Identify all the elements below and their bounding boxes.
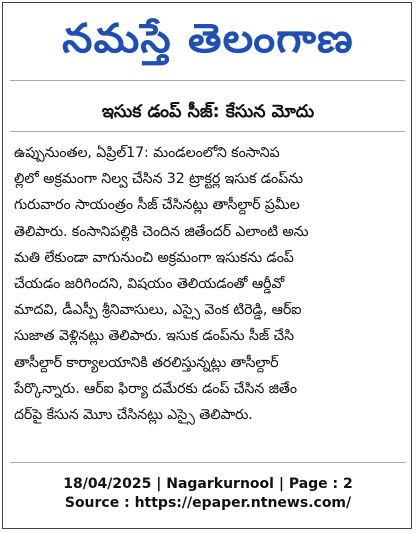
article-line: తాసీల్దార్ కార్యాలయానికి తరలిస్తున్నట్లు తాసీల్దార్ — [14, 354, 279, 371]
masthead-logo-text: నమస్తే తెలంగాణ — [62, 16, 354, 62]
article-body — [14, 140, 402, 428]
article-line: గురువారం సాయంత్రం సీజ్ చేసినట్లు తాసీల్దార్ ప్రమీల — [14, 197, 300, 214]
source-footer — [10, 475, 406, 513]
article-line: సుజాత వెళ్లినట్లు తెలిపారు. ఇసుక డంప్‌ను సీజ్ చేసి — [14, 328, 294, 345]
divider-top — [10, 80, 405, 81]
article-line: మాదవి, డీఎస్పీ శ్రీనివాసులు, ఎస్సై వెంక టిరెడ్డి, ఆర్ఐ — [14, 302, 302, 319]
article-line: తెలిపారు. కంసానిపల్లికి చెందిన జితేందర్ ఎలాంటి అను — [14, 223, 309, 240]
article-line: దర్‌పై కేసున మెూు చేసినట్లు ఎస్సై తెలిపారు. — [14, 406, 253, 423]
footer-dateline: 18/04/2025 | Nagarkurnool | Page : 2 — [63, 476, 353, 492]
article-line: ఉప్పునుంతల, ఏప్రిల్17: మండలంలోని కంసానిప — [14, 145, 280, 161]
footer-source-link[interactable]: Source : https://epaper.ntnews.com/ — [64, 495, 352, 511]
article-line: చేయడం జరిగిందని, విషయం తెలియడంతో ఆర్డీవో — [14, 275, 285, 292]
article-headline: ఇసుక డంప్ సీజ్: కేసున మోదు — [101, 102, 315, 122]
article-line: పేర్కొన్నారు. ఆర్ఐ ఫిర్యా దమేరకు డంప్ చేసిన జితేం — [14, 380, 298, 397]
article-line: మతి లేకుండా వాగునుంచి అక్రమంగా ఇసుకను డంప్ — [14, 249, 294, 266]
newspaper-masthead — [10, 8, 406, 70]
article-line: ల్లిలో అక్రమంగా నిల్వ చేసిన 32 ట్రాక్టర్ల ఇసుక డంప్‌ను — [14, 171, 303, 188]
divider-headline — [10, 131, 405, 132]
divider-footer — [10, 462, 405, 463]
